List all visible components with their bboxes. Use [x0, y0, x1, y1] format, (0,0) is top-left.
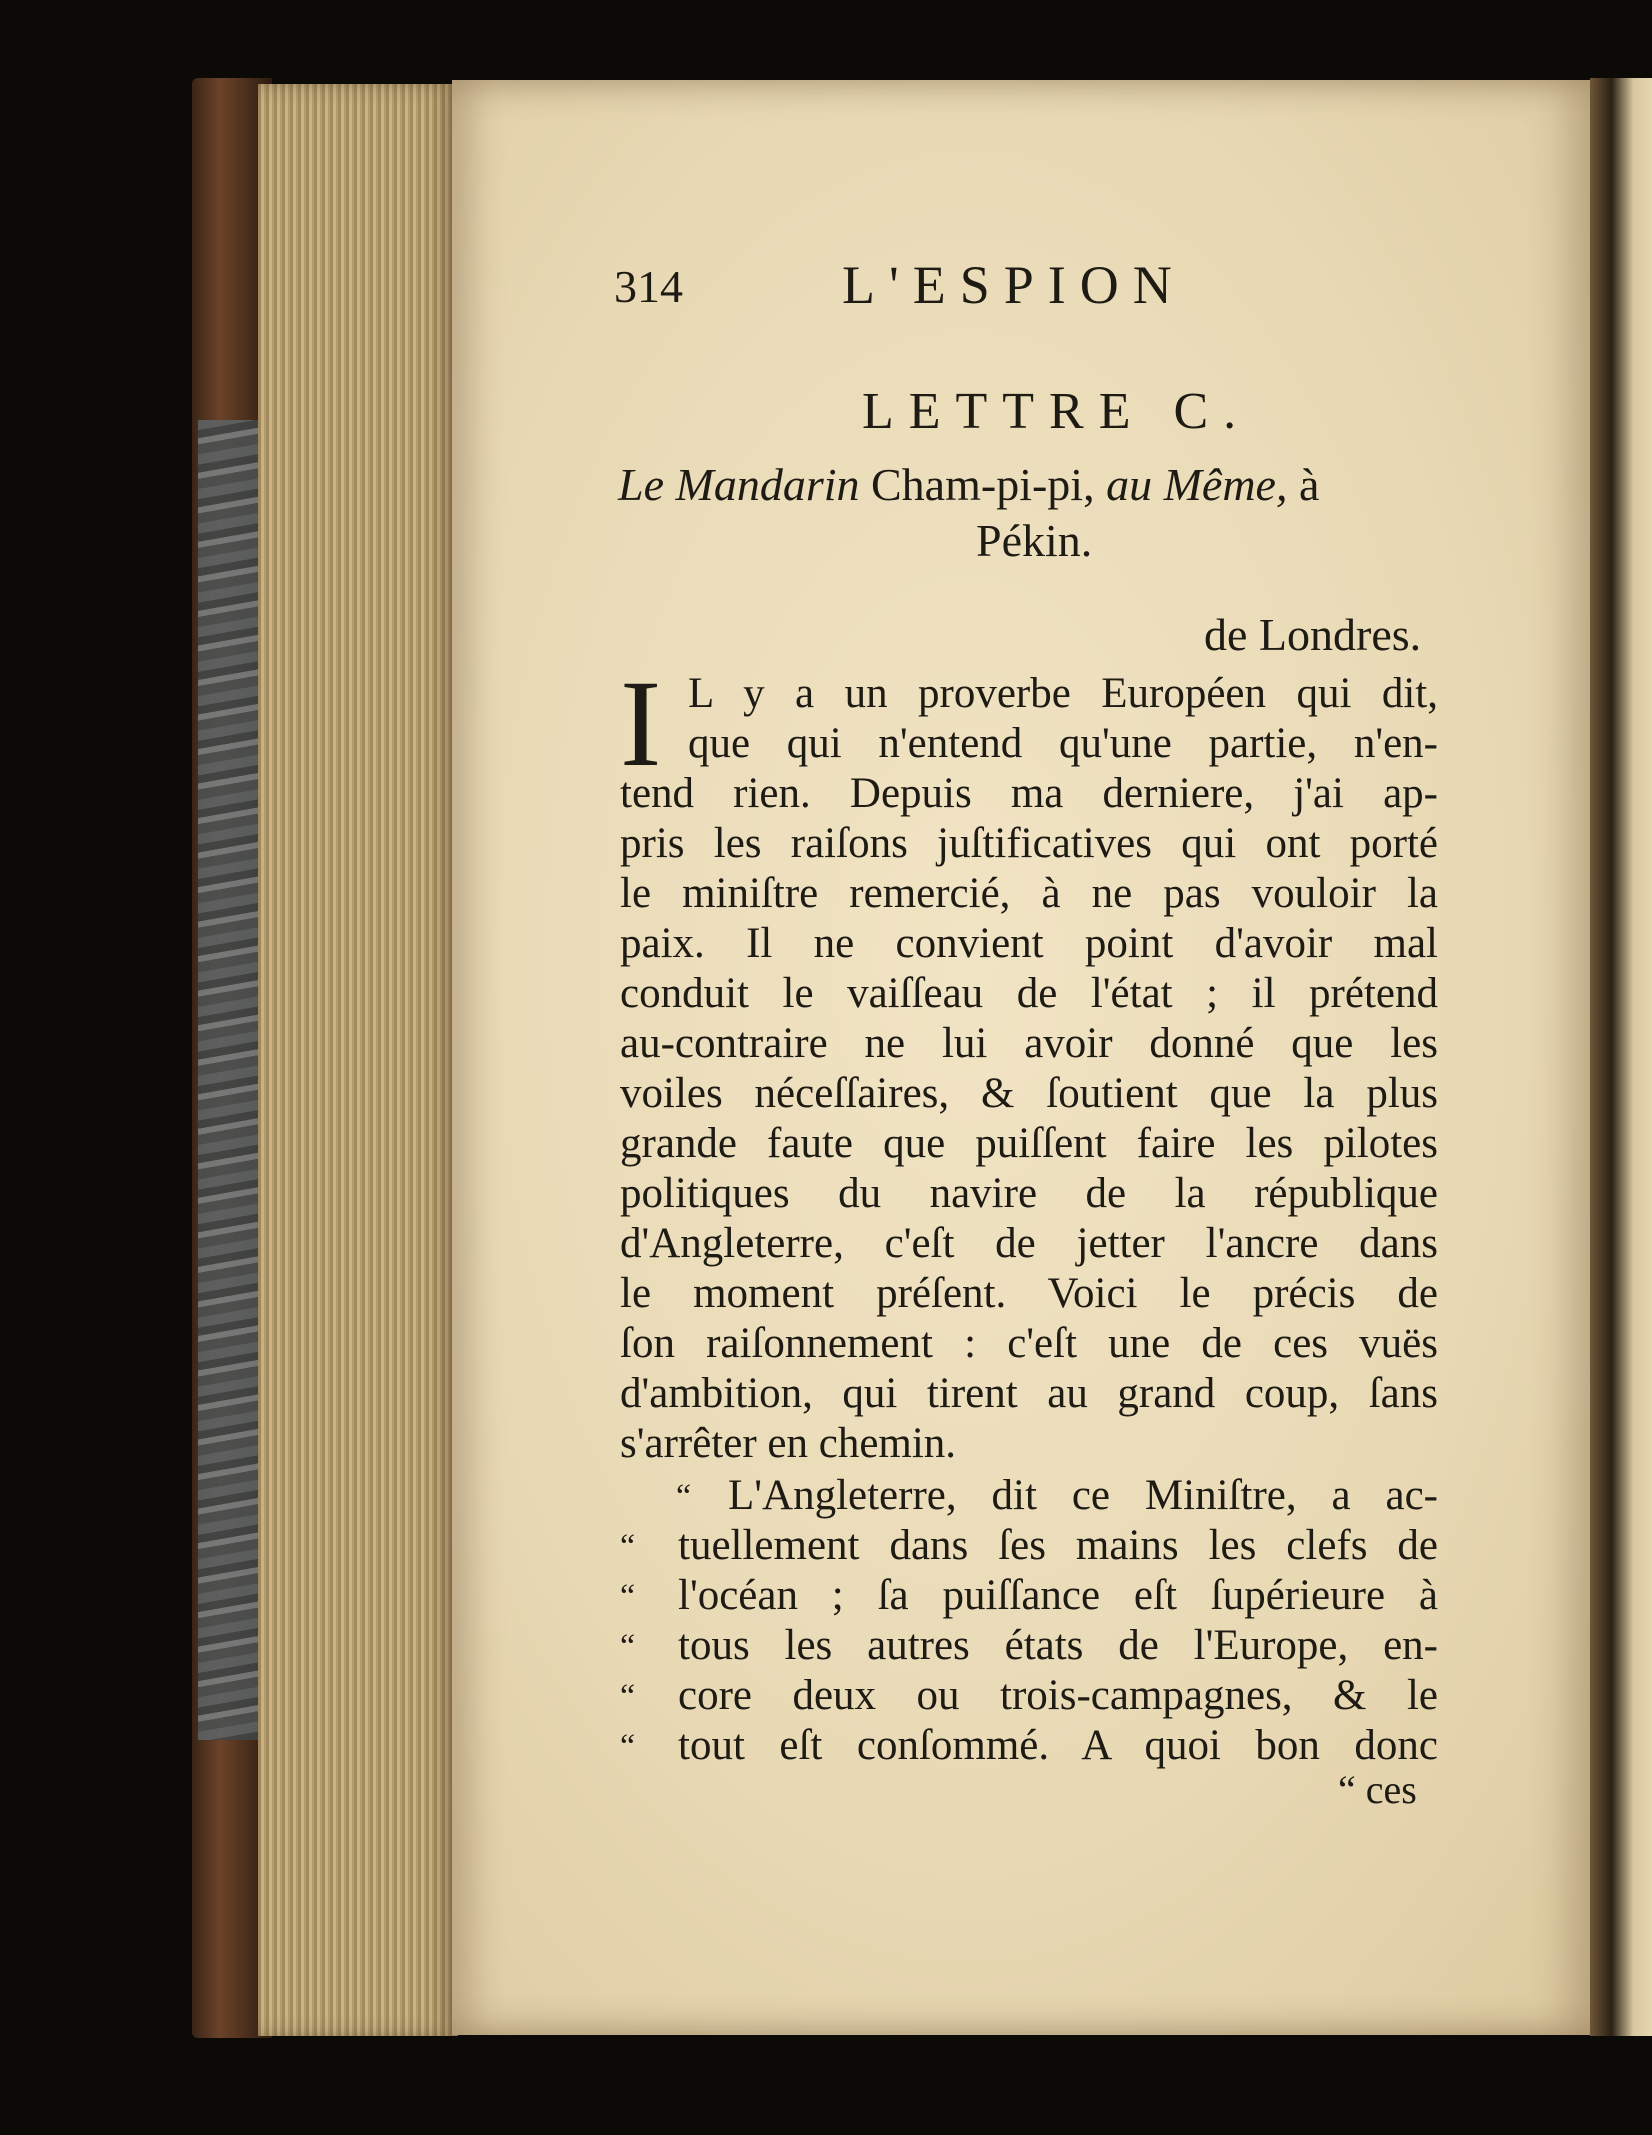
quote-line: l'océan ; ſa puiſſance eſt ſupérieure à [678, 1572, 1438, 1619]
body-line: politiques du navire de la république [620, 1170, 1438, 1217]
quote-mark: “ [620, 1728, 636, 1765]
address-name: Cham-pi-pi, [871, 459, 1095, 510]
quote-mark: “ [620, 1578, 636, 1615]
body-line: le miniſtre remercié, à ne pas vouloir la [620, 870, 1438, 917]
body-line: au-contraire ne lui avoir donné que les [620, 1020, 1438, 1067]
address-italic-2: au Même, [1106, 459, 1288, 510]
body-line: paix. Il ne convient point d'avoir mal [620, 920, 1438, 967]
quote-line: tout eſt conſommé. A quoi bon donc [678, 1722, 1438, 1769]
body-line: d'Angleterre, c'eſt de jetter l'ancre dans [620, 1220, 1438, 1267]
running-title: L'ESPION [842, 255, 1186, 315]
body-line: L y a un proverbe Européen qui dit, [688, 670, 1438, 717]
address-italic-1: Le Mandarin [618, 459, 860, 510]
body-line: s'arrêter en chemin. [620, 1420, 957, 1467]
address-prep: à [1298, 459, 1320, 510]
body-line: ſon raiſonnement : c'eſt une de ces vuës [620, 1320, 1438, 1367]
quote-mark: “ [676, 1478, 692, 1515]
quote-line: tous les autres états de l'Europe, en- [678, 1622, 1438, 1669]
quote-line: core deux ou trois-campagnes, & le [678, 1672, 1438, 1719]
body-line: conduit le vaiſſeau de l'état ; il prétend [620, 970, 1438, 1017]
letter-destination: Pékin. [976, 515, 1093, 566]
body-line: le moment préſent. Voici le précis de [620, 1270, 1438, 1317]
body-line: que qui n'entend qu'une partie, n'en- [688, 720, 1438, 767]
body-line: voiles néceſſaires, & ſoutient que la plus [620, 1070, 1438, 1117]
body-line: d'ambition, qui tirent au grand coup, ſans [620, 1370, 1438, 1417]
quote-mark: “ [620, 1678, 636, 1715]
quote-line: tuellement dans ſes mains les clefs de [678, 1522, 1438, 1569]
letter-place: de Londres. [1204, 609, 1422, 660]
body-line: tend rien. Depuis ma derniere, j'ai ap- [620, 770, 1438, 817]
drop-cap: I [620, 655, 662, 792]
quote-mark: “ [620, 1628, 636, 1665]
body-line: pris les raiſons juſtificatives qui ont porté [620, 820, 1438, 867]
page-fore-edge [258, 84, 458, 2036]
quote-mark: “ [620, 1528, 636, 1565]
letter-address [618, 459, 1320, 510]
catchword: “ ces [1338, 1767, 1417, 1812]
page-number: 314 [614, 261, 683, 312]
body-line: grande faute que puiſſent faire les pilotes [620, 1120, 1438, 1167]
letter-heading: LETTRE C. [862, 383, 1252, 440]
quote-line: L'Angleterre, dit ce Miniſtre, a ac- [728, 1472, 1438, 1519]
book-gutter [1590, 78, 1652, 2036]
